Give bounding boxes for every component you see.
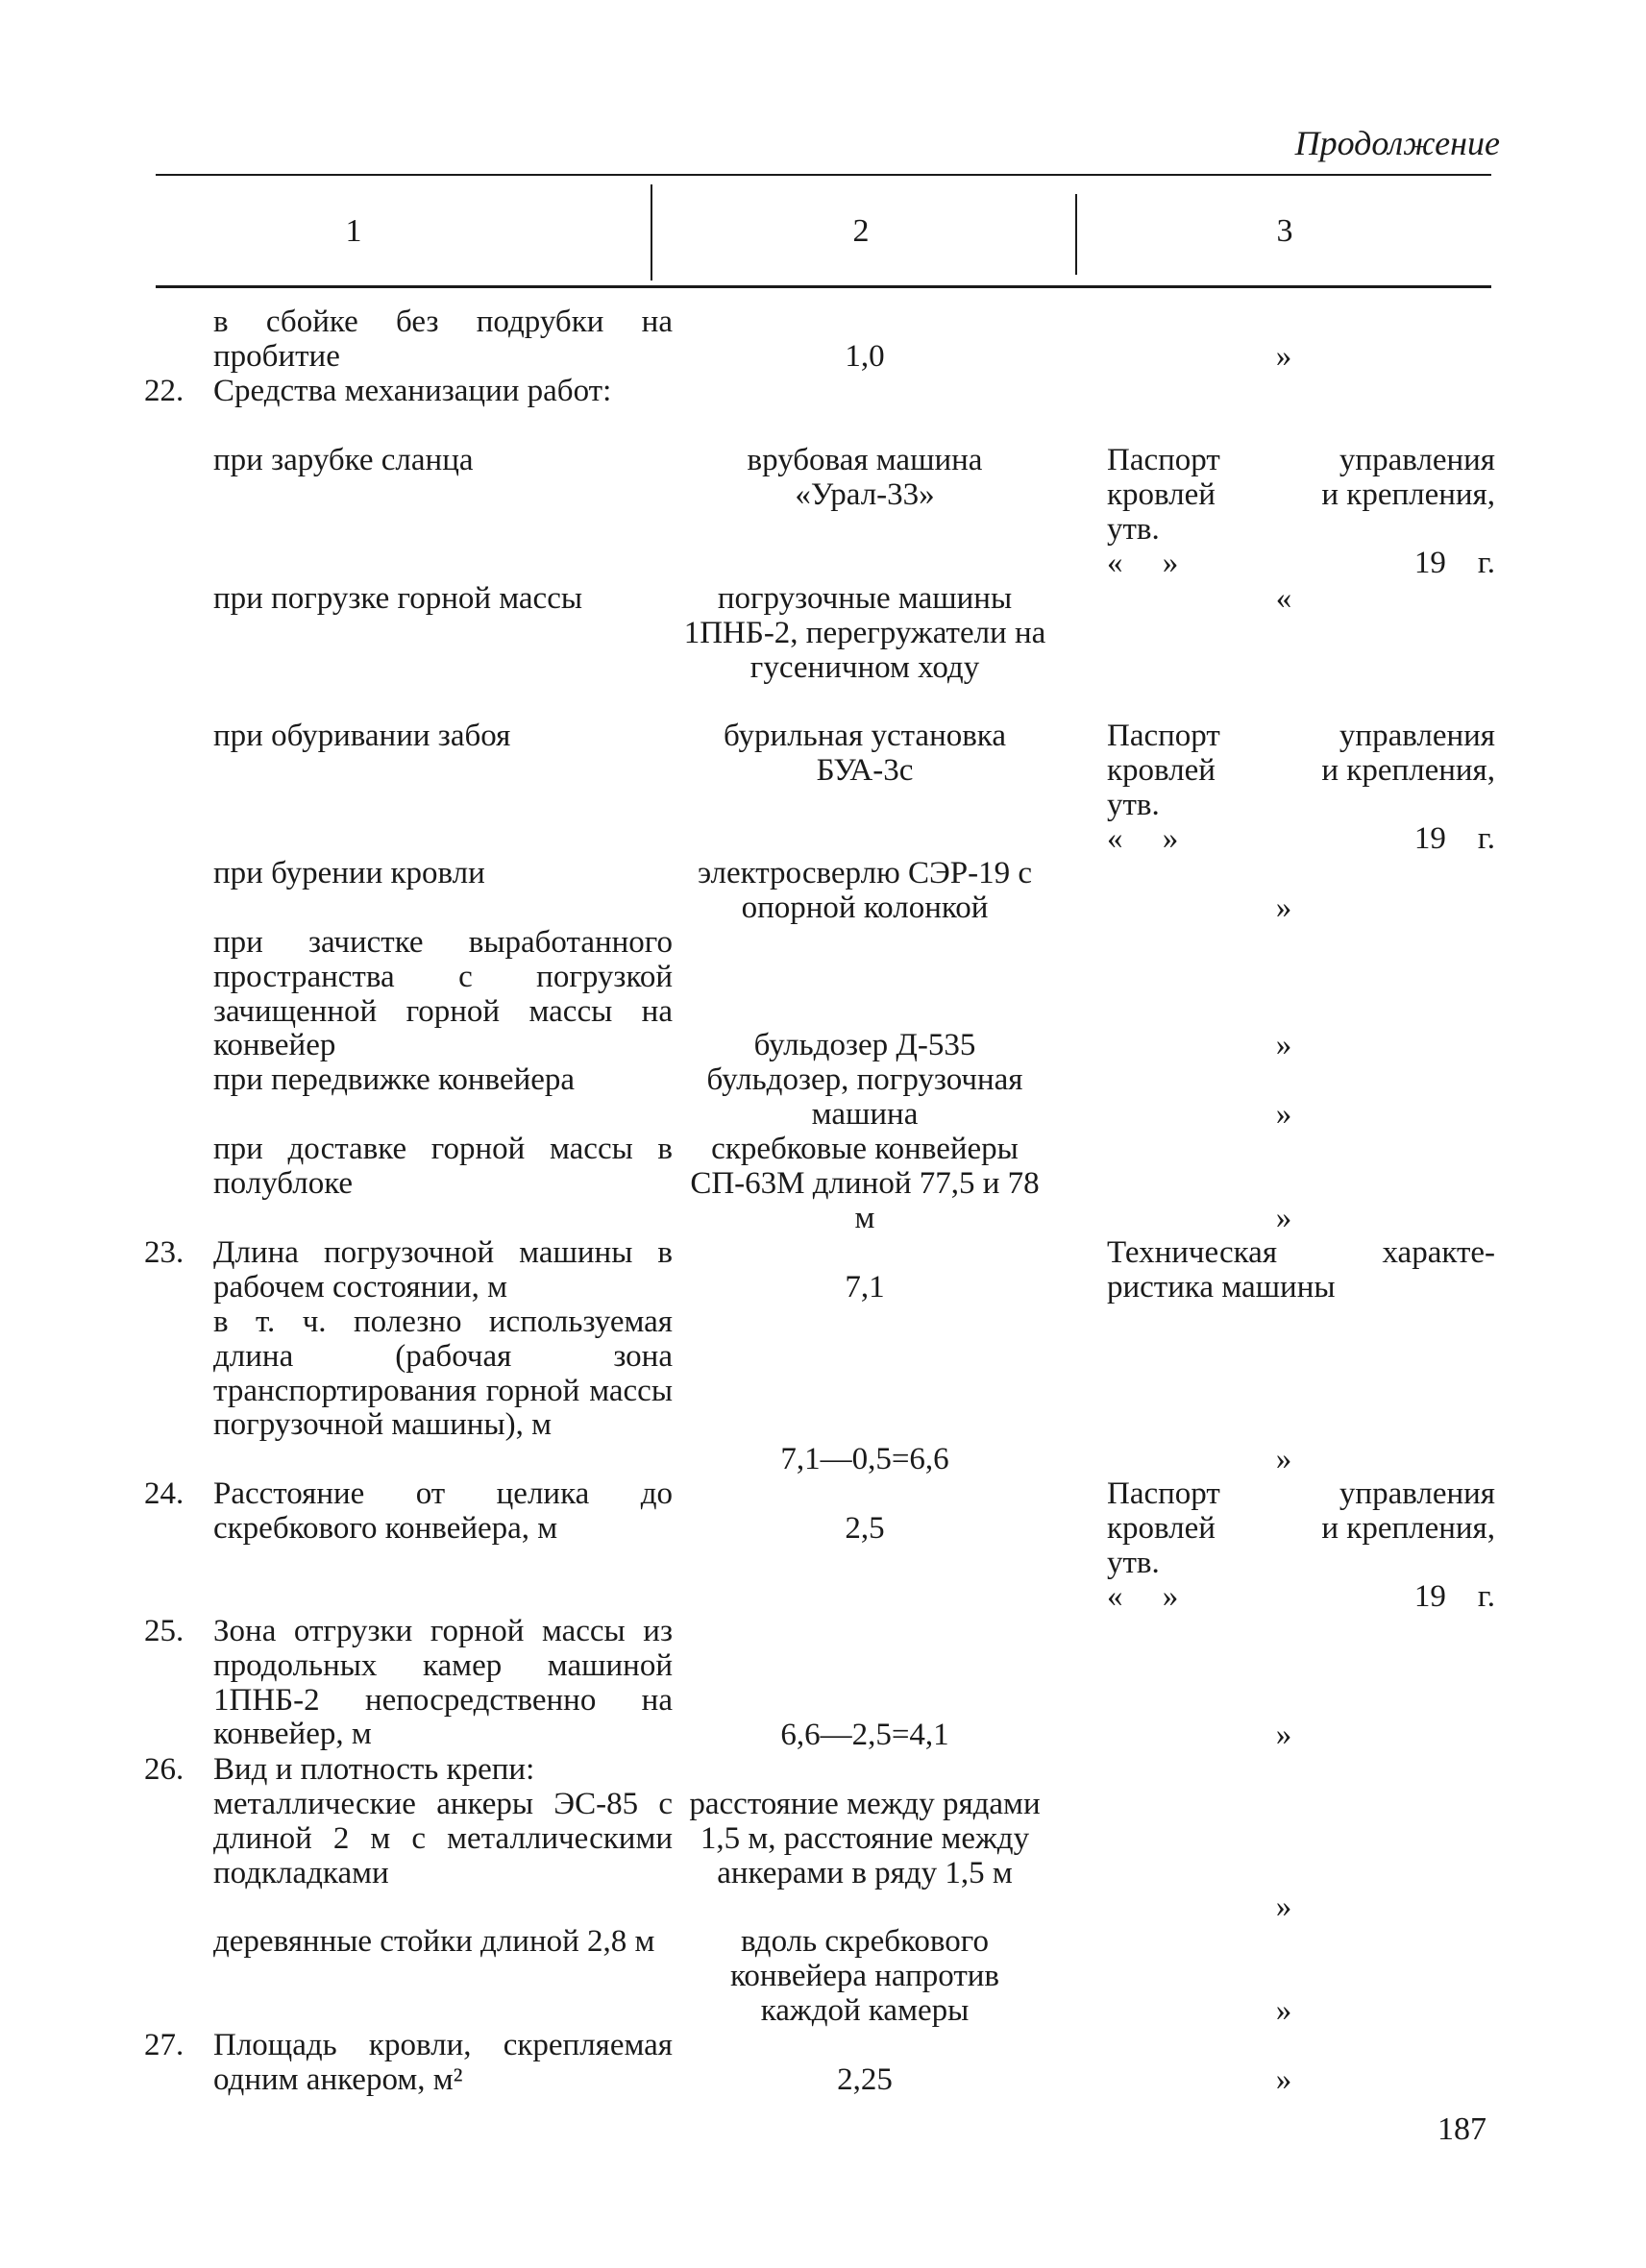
row-24-value: 2,5 — [845, 1511, 885, 1546]
tech-reference — [1107, 1236, 1495, 1305]
row-27-ditto: » — [1275, 2062, 1292, 2097]
row-25-value: 6,6—2,5=4,1 — [780, 1718, 949, 1752]
column-divider-1 — [651, 184, 652, 280]
passport-2-date-quotes: « » — [1107, 821, 1179, 857]
row-26-number: 26. — [144, 1752, 184, 1787]
passport-2-word-b: управления — [1339, 719, 1495, 753]
passport-1-approved: утв. — [1107, 511, 1160, 547]
passport-3-date-quotes: « » — [1107, 1579, 1179, 1615]
passport-3-approved: утв. — [1107, 1545, 1160, 1580]
row-23-number: 23. — [144, 1235, 184, 1270]
passport-1-word-b: управления — [1339, 443, 1495, 477]
passport-1-date-quotes: « » — [1107, 546, 1179, 581]
row-27-text: Площадь кровли, скрепляемая одним анкером, м² — [213, 2028, 673, 2097]
passport-2-approved: утв. — [1107, 787, 1160, 822]
row-26-text: Вид и плотность крепи: — [213, 1752, 535, 1787]
column-header-1: 1 — [345, 213, 362, 249]
row-22g-value: скребковые конвейеры СП-63М длиной 77,5 и 78 м — [690, 1132, 1040, 1235]
row-26a-text: металлические анкеры ЭС-85 с длиной 2 м с металлическими подкладками — [213, 1787, 673, 1890]
tech-word-b: характе- — [1382, 1235, 1495, 1270]
passport-1-year: 19 г. — [1413, 546, 1495, 581]
column-header-3: 3 — [1276, 213, 1293, 249]
passport-2-year: 19 г. — [1413, 821, 1495, 857]
row-0-ditto: » — [1275, 339, 1292, 374]
row-22a-text: при зарубке сланца — [213, 443, 474, 477]
passport-reference-3 — [1107, 1477, 1495, 1615]
row-22f-value: бульдозер, погрузочная машина — [706, 1062, 1023, 1132]
row-23a-text: в т. ч. полезно используемая длина (рабочая зона транспортирования горной массы погрузочной машины), м — [213, 1305, 673, 1443]
passport-3-word-b: управления — [1339, 1476, 1495, 1511]
row-22e-value: бульдозер Д-535 — [753, 1028, 976, 1062]
passport-3-word-a: Паспорт — [1107, 1476, 1220, 1511]
tech-line-2: ристика машины — [1107, 1269, 1336, 1305]
passport-1-word-a: Паспорт — [1107, 443, 1220, 477]
row-22-text: Средства механизации работ: — [213, 374, 612, 408]
row-23-text: Длина погрузочной машины в рабочем состоянии, м — [213, 1235, 673, 1305]
continuation-label: Продолжение — [1294, 124, 1500, 162]
row-22b-value: погрузочные машины 1ПНБ-2, перегружатели на гусеничном ходу — [683, 581, 1046, 685]
tech-word-a: Техническая — [1107, 1235, 1278, 1270]
passport-2-word-a: Паспорт — [1107, 719, 1220, 753]
row-27-number: 27. — [144, 2028, 184, 2062]
row-25-text: Зона отгрузки горной массы из продольных камер машиной 1ПНБ-2 непосредственно на конвейер, м — [213, 1614, 673, 1752]
row-23a-ditto: » — [1275, 1442, 1292, 1476]
row-22d-text: при бурении кровли — [213, 856, 485, 890]
row-0-value: 1,0 — [845, 339, 885, 374]
row-22e-text: при зачистке выработанного пространства с погрузкой зачищенной горной массы на конвейер — [213, 925, 673, 1063]
passport-1-word-c: кровлей — [1107, 476, 1216, 512]
row-25-ditto: » — [1275, 1718, 1292, 1752]
row-26b-value: вдоль скребкового конвейера напротив каждой камеры — [729, 1924, 1000, 2028]
passport-reference-2 — [1107, 719, 1495, 857]
column-header-2: 2 — [852, 213, 870, 249]
row-22f-ditto: » — [1275, 1097, 1292, 1132]
row-26a-ditto: » — [1275, 1890, 1292, 1924]
header-bottom-rule — [156, 285, 1491, 288]
row-24-text: Расстояние от целика до скребкового конвейера, м — [213, 1476, 673, 1546]
row-26a-value: расстояние между рядами 1,5 м, расстояние между анкерами в ряду 1,5 м — [689, 1787, 1041, 1890]
row-27-value: 2,25 — [837, 2062, 893, 2097]
row-22g-text: при доставке горной массы в полублоке — [213, 1132, 673, 1201]
row-22a-value: врубовая машина «Урал-33» — [747, 443, 983, 512]
row-22g-ditto: » — [1275, 1201, 1292, 1235]
row-22d-ditto: » — [1275, 890, 1292, 925]
row-22e-ditto: » — [1275, 1028, 1292, 1062]
row-22-number: 22. — [144, 374, 184, 408]
row-26b-text: деревянные стойки длиной 2,8 м — [213, 1924, 655, 1959]
passport-3-word-d: и крепления, — [1321, 1510, 1495, 1546]
row-23-value: 7,1 — [845, 1270, 885, 1305]
passport-3-word-c: кровлей — [1107, 1510, 1216, 1546]
page-number: 187 — [1437, 2111, 1486, 2147]
row-24-number: 24. — [144, 1476, 184, 1511]
row-22f-text: при передвижке конвейера — [213, 1062, 576, 1097]
row-22b-text: при погрузке горной массы — [213, 581, 583, 616]
passport-2-word-c: кровлей — [1107, 752, 1216, 788]
header-top-rule — [156, 174, 1491, 176]
row-22d-value: электросверлю СЭР-19 с опорной колонкой — [697, 856, 1033, 925]
row-25-number: 25. — [144, 1614, 184, 1648]
row-22c-text: при обуривании забоя — [213, 719, 511, 753]
row-22c-value: бурильная установка БУА-3с — [724, 719, 1006, 788]
column-divider-2 — [1075, 194, 1077, 275]
row-23a-value: 7,1—0,5=6,6 — [780, 1442, 949, 1476]
row-0-text: в сбойке без подрубки на пробитие — [213, 305, 673, 374]
row-26b-ditto: » — [1275, 1993, 1292, 2028]
passport-reference-1 — [1107, 444, 1495, 581]
passport-3-year: 19 г. — [1413, 1579, 1495, 1615]
passport-1-word-d: и крепления, — [1321, 476, 1495, 512]
row-22b-ditto: « — [1275, 581, 1292, 616]
passport-2-word-d: и крепления, — [1321, 752, 1495, 788]
